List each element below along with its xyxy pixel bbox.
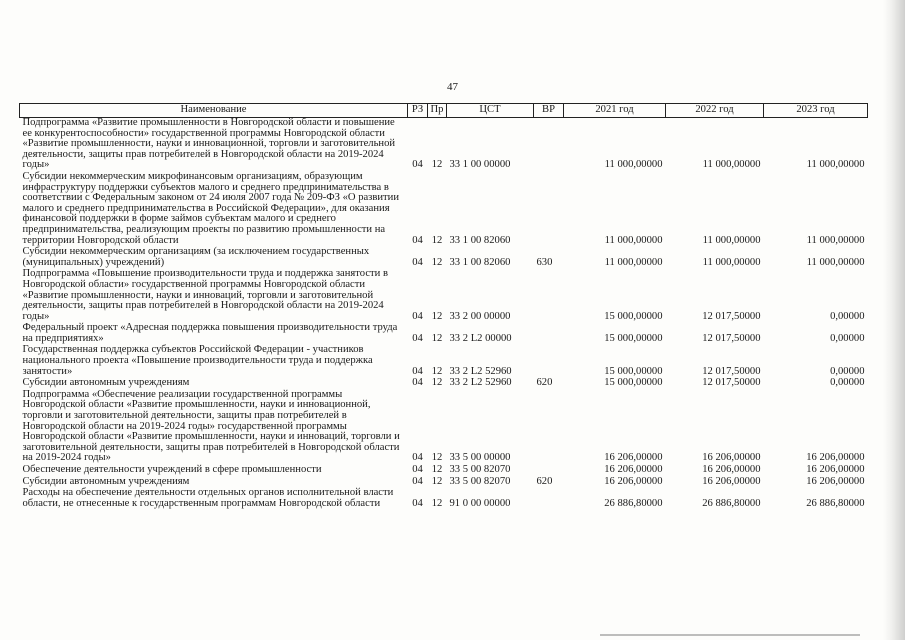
table-row <box>20 172 868 247</box>
table-row <box>20 488 868 510</box>
row-value-2021: 16 206,00000 <box>604 475 663 487</box>
scan-edge-shadow <box>883 0 905 640</box>
row-cst: 33 5 00 00000 <box>449 452 511 464</box>
row-value-2022: 12 017,50000 <box>702 310 761 322</box>
row-rz: 04 <box>412 497 423 509</box>
row-name: Подпрограмма «Повышение производительности труда и поддержка занятости в Новгородской области» государственной программы Новгородской области «Развитие промышленности, науки и инноваций, торговли и заготовительной деятельности, защиты прав потребителей в Новгородской области на 2019-2024 годы» <box>22 268 388 322</box>
row-rz: 04 <box>412 159 423 171</box>
row-pr: 12 <box>431 256 443 268</box>
row-value-2023: 0,00000 <box>830 365 865 377</box>
row-vr <box>534 118 564 172</box>
row-name: Обеспечение деятельности учреждений в сфере промышленности <box>22 464 322 475</box>
row-value-2023: 16 206,00000 <box>806 464 865 475</box>
row-rz: 04 <box>412 332 423 344</box>
row-rz: 04 <box>412 464 423 475</box>
table-header <box>20 104 868 118</box>
row-cst: 33 2 L2 00000 <box>449 332 512 344</box>
budget-table <box>19 103 868 510</box>
row-rz: 04 <box>412 234 423 246</box>
row-pr: 12 <box>431 234 443 246</box>
row-value-2022: 11 000,00000 <box>702 159 761 171</box>
row-value-2023: 0,00000 <box>830 377 865 389</box>
row-value-2021: 15 000,00000 <box>604 332 663 344</box>
row-value-2021: 11 000,00000 <box>604 159 663 171</box>
row-value-2021: 11 000,00000 <box>604 256 663 268</box>
row-value-2022: 12 017,50000 <box>702 377 761 389</box>
row-rz: 04 <box>412 475 423 487</box>
row-cst: 33 2 00 00000 <box>449 310 511 322</box>
row-name: Расходы на обеспечение деятельности отдельных органов исполнительной власти области, не отнесенные к государственным программам Новгородской области <box>22 487 394 509</box>
row-value-2022: 12 017,50000 <box>702 332 761 344</box>
header-2022: 2022 год <box>666 104 764 118</box>
row-cst: 33 1 00 00000 <box>449 159 511 171</box>
row-cst: 33 5 00 82070 <box>449 475 511 487</box>
row-vr <box>534 488 564 510</box>
row-rz: 04 <box>412 377 423 389</box>
row-value-2021: 15 000,00000 <box>604 365 663 377</box>
row-cst: 91 0 00 00000 <box>449 497 511 509</box>
row-cst: 33 1 00 82060 <box>449 256 511 268</box>
row-pr: 12 <box>431 475 443 487</box>
row-cst: 33 5 00 82070 <box>449 464 511 475</box>
scan-bottom-mark <box>600 634 860 636</box>
table-row <box>20 269 868 323</box>
row-pr: 12 <box>431 452 443 464</box>
row-value-2022: 26 886,80000 <box>702 497 761 509</box>
row-value-2022: 16 206,00000 <box>702 475 761 487</box>
header-rz: РЗ <box>408 104 428 118</box>
row-value-2022: 11 000,00000 <box>702 234 761 246</box>
row-value-2021: 11 000,00000 <box>604 234 663 246</box>
header-2021: 2021 год <box>564 104 666 118</box>
header-name: Наименование <box>20 104 408 118</box>
row-rz: 04 <box>412 365 423 377</box>
row-vr <box>534 465 564 477</box>
row-value-2023: 0,00000 <box>830 310 865 322</box>
row-vr: 620 <box>536 475 553 487</box>
row-vr <box>534 390 564 465</box>
row-name: Государственная поддержка субъектов Российской Федерации - участников национального проекта «Повышение производительности труда и поддержка занятости» <box>22 344 373 377</box>
row-name: Подпрограмма «Развитие промышленности в Новгородской области и повышение ее конкурентоспособности» государственной программы Новгородской области «Развитие промышленности, науки и инновационной, торговли и заготовительной деятельности, защиты прав потребителей в Новгородской области на 2019-2024 годы» <box>22 117 396 171</box>
row-value-2023: 11 000,00000 <box>806 159 865 171</box>
row-vr <box>534 323 564 345</box>
row-value-2022: 12 017,50000 <box>702 365 761 377</box>
row-value-2021: 16 206,00000 <box>604 464 663 475</box>
header-pr: Пр <box>428 104 447 118</box>
row-value-2023: 11 000,00000 <box>806 234 865 246</box>
row-cst: 33 1 00 82060 <box>449 234 511 246</box>
table-row <box>20 323 868 345</box>
row-name: Субсидии некоммерческим микрофинансовым организациям, образующим инфраструктуру поддержки субъектов малого и среднего предпринимательства в соответствии с Федеральным законом от 24 июля 2007 года № 209-ФЗ «О развитии малого и среднего предпринимательства в Российской Федерации», для оказания финансовой поддержки в форме займов субъектам малого и среднего предпринимательства, реализующим проекты по развитию промышленности на территории Новгородской области <box>22 170 400 246</box>
row-rz: 04 <box>412 256 423 268</box>
row-value-2023: 11 000,00000 <box>806 256 865 268</box>
table-row <box>20 465 868 477</box>
row-name: Подпрограмма «Обеспечение реализации государственной программы Новгородской области «Развитие промышленности, науки и инновационной, торговли и заготовительной деятельности, защиты прав потребителей в Новгородской области на 2019-2024 годы» государственной программы Новгородской области «Развитие промышленности, науки и инноваций, торговли и заготовительной деятельности, защиты прав потребителей в Новгородской области на 2019-2024 годы» <box>22 388 400 464</box>
row-rz: 04 <box>412 452 423 464</box>
row-value-2021: 26 886,80000 <box>604 497 663 509</box>
header-row <box>20 104 868 118</box>
row-value-2023: 26 886,80000 <box>806 497 865 509</box>
row-cst: 33 2 L2 52960 <box>449 365 512 377</box>
row-vr: 620 <box>536 377 553 389</box>
header-2023: 2023 год <box>764 104 868 118</box>
row-value-2022: 16 206,00000 <box>702 464 761 475</box>
row-name: Субсидии автономным учреждениям <box>22 475 190 487</box>
row-pr: 12 <box>431 159 443 171</box>
row-pr: 12 <box>431 497 443 509</box>
row-name: Субсидии некоммерческим организациям (за исключением государственных (муниципальных) учреждений) <box>22 246 370 268</box>
row-value-2021: 16 206,00000 <box>604 452 663 464</box>
table-row <box>20 118 868 172</box>
row-pr: 12 <box>431 377 443 389</box>
table-row <box>20 247 868 269</box>
row-value-2021: 15 000,00000 <box>604 310 663 322</box>
row-name: Федеральный проект «Адресная поддержка повышения производительности труда на предприятиях» <box>22 322 398 344</box>
row-rz: 04 <box>412 310 423 322</box>
row-vr <box>534 172 564 247</box>
row-pr: 12 <box>431 365 443 377</box>
row-name: Субсидии автономным учреждениям <box>22 377 190 389</box>
row-value-2023: 16 206,00000 <box>806 475 865 487</box>
row-value-2022: 16 206,00000 <box>702 452 761 464</box>
row-value-2023: 16 206,00000 <box>806 452 865 464</box>
row-vr <box>534 269 564 323</box>
table-row <box>20 390 868 465</box>
row-pr: 12 <box>431 464 443 475</box>
row-cst: 33 2 L2 52960 <box>449 377 512 389</box>
header-cst: ЦСТ <box>447 104 534 118</box>
row-pr: 12 <box>431 310 443 322</box>
row-value-2021: 15 000,00000 <box>604 377 663 389</box>
page-number: 47 <box>447 81 458 93</box>
row-pr: 12 <box>431 332 443 344</box>
table-body <box>20 118 868 511</box>
header-vr: ВР <box>534 104 564 118</box>
row-value-2022: 11 000,00000 <box>702 256 761 268</box>
row-vr <box>534 345 564 378</box>
row-value-2023: 0,00000 <box>830 332 865 344</box>
row-vr: 630 <box>536 256 553 268</box>
table-row <box>20 345 868 378</box>
